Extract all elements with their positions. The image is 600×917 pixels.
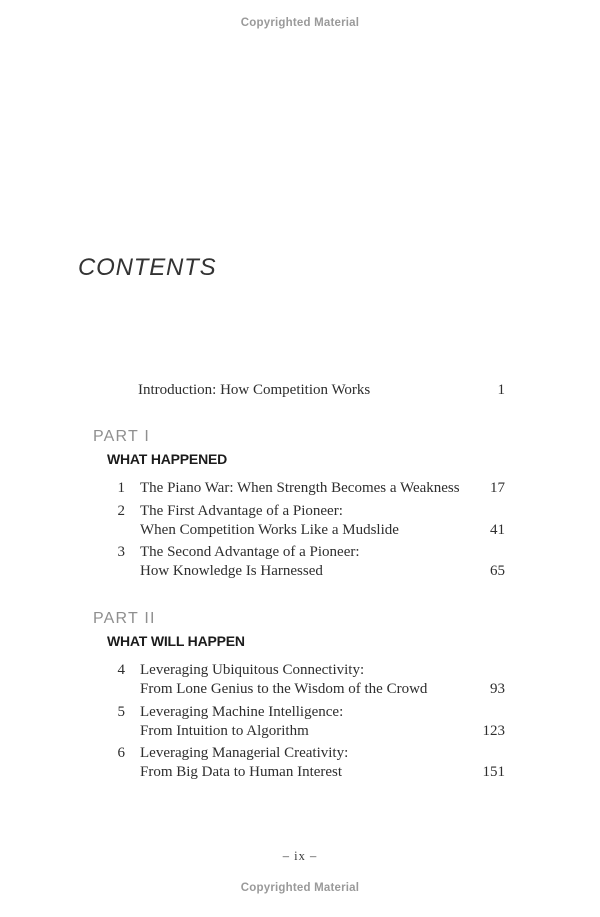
chapter-page-number: 65 [490, 563, 505, 579]
intro-title: Introduction: How Competition Works [138, 382, 371, 398]
chapter-title-line2: From Intuition to Algorithm [140, 723, 309, 739]
chapter-number: 6 [117, 745, 125, 761]
chapter-list [107, 479, 505, 581]
part-label: PART I [93, 428, 150, 445]
chapter-page-number: 41 [490, 522, 505, 538]
contents-title: CONTENTS [78, 254, 217, 281]
chapter-row [107, 703, 505, 741]
part-heading: WHAT HAPPENED [107, 451, 228, 467]
chapter-title [140, 502, 490, 540]
chapter-title-line1: Leveraging Ubiquitous Connectivity: [140, 662, 365, 678]
part-section [93, 427, 505, 581]
toc-intro-row [138, 381, 505, 400]
chapter-page-number: 93 [490, 681, 505, 697]
chapter-title-line1: The First Advantage of a Pioneer: [140, 503, 343, 519]
page-folio: – ix – [282, 849, 318, 863]
chapter-title-line1: Leveraging Machine Intelligence: [140, 704, 344, 720]
chapter-title-line1: The Piano War: When Strength Becomes a Weakness [140, 480, 460, 496]
chapter-row [107, 543, 505, 581]
chapter-page-number: 17 [490, 480, 505, 496]
table-of-contents [93, 381, 505, 782]
copyright-notice-top: Copyrighted Material [240, 17, 360, 29]
intro-page-number: 1 [497, 382, 505, 398]
chapter-title-line1: Leveraging Managerial Creativity: [140, 745, 349, 761]
chapter-number: 4 [117, 662, 125, 678]
chapter-title [140, 744, 483, 782]
chapter-title [140, 543, 490, 581]
copyright-notice-bottom: Copyrighted Material [240, 882, 360, 894]
chapter-title-line2: From Lone Genius to the Wisdom of the Crowd [140, 681, 428, 697]
chapter-number: 1 [117, 480, 125, 496]
chapter-title-line1: The Second Advantage of a Pioneer: [140, 544, 360, 560]
chapter-title [140, 661, 490, 699]
part-heading: WHAT WILL HAPPEN [107, 633, 245, 649]
chapter-number: 3 [117, 544, 125, 560]
chapter-page-number: 151 [482, 764, 505, 780]
chapter-number: 2 [117, 503, 125, 519]
chapter-title-line2: From Big Data to Human Interest [140, 764, 343, 780]
chapter-title [140, 703, 483, 741]
chapter-list [107, 661, 505, 782]
chapter-title [140, 479, 490, 498]
chapter-row [107, 744, 505, 782]
chapter-row [107, 502, 505, 540]
chapter-number: 5 [117, 704, 125, 720]
chapter-title-line2: How Knowledge Is Harnessed [140, 563, 323, 579]
chapter-row [107, 479, 505, 498]
chapter-page-number: 123 [482, 723, 505, 739]
part-label: PART II [93, 610, 156, 627]
part-section [93, 609, 505, 782]
chapter-title-line2: When Competition Works Like a Mudslide [140, 522, 399, 538]
chapter-row [107, 661, 505, 699]
